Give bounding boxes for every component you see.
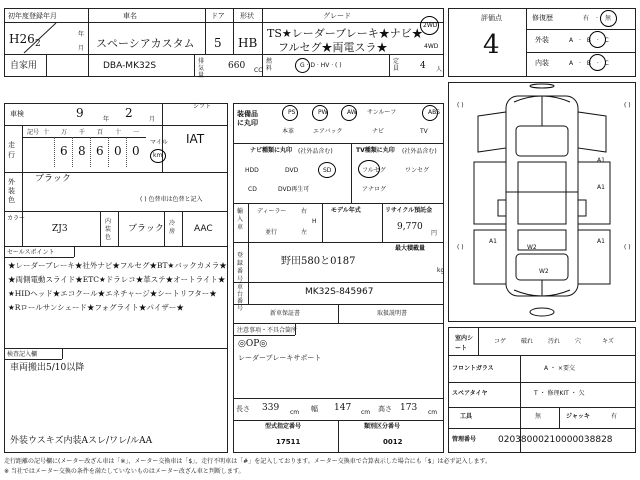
load-unit: kg [437, 267, 445, 274]
exterior-grade: A · B · C [569, 37, 611, 44]
reg-era: H26 [9, 32, 35, 46]
bottom-note: 外装ウスキズ内装Aスレ/ワレ/ルAA [10, 436, 153, 446]
odometer-digit-head: 一 [133, 129, 140, 136]
selling-point-line: ★レーダーブレーキ★社外ナビ★フルセグ★BT★バックカメラ★ [8, 261, 227, 270]
exterior-color: ブラック [35, 174, 71, 184]
recycle-value: 9,770 [397, 222, 423, 232]
class-value: 0012 [383, 438, 403, 446]
import-right: 右 [301, 208, 308, 215]
footer-line2: ※ 当社ではメーター交換の条件を満たしていないものはメーター改ざん車と判断します。 [4, 468, 245, 475]
equipment-item: ABS [428, 109, 440, 116]
odometer-digit: 0 [114, 144, 122, 158]
tv-option: フルセグ [362, 167, 386, 174]
footer-line1: 走行距離の記号欄に(メーター改ざん車は「※」、メーター交換車は「$」、走行不明車は「#」を記入しております。メーター交換車で合算表示した場合にも「$」は必ず記入します。 [4, 458, 492, 465]
equipment-item: TV [420, 128, 428, 135]
new-warranty: 新車保証書 [270, 310, 301, 317]
mgmt-label: 管理番号 [452, 436, 477, 443]
ac-label: 冷房 [169, 220, 176, 235]
equipment-label: 装備品に丸印 [237, 110, 258, 127]
load-label: 最大積載量 [395, 245, 426, 252]
length-label: 長さ [236, 405, 250, 413]
plate-label: 登録番号 [237, 252, 244, 283]
fuel-options: G · D · HV · ( ) [300, 62, 342, 69]
notes-label: 注意事項・不具合箇所 [237, 327, 298, 334]
color-code-label: カラー [7, 215, 26, 222]
model-name-label: 車名 [123, 12, 137, 20]
diagram-mark: A1 [597, 184, 605, 191]
height-label: 高さ [378, 405, 392, 413]
fuel-label: 燃料 [266, 58, 273, 72]
mileage-label: 走行 [8, 141, 15, 159]
tv-option: アナログ [362, 186, 387, 193]
repair-label: 修復歴 [532, 14, 553, 22]
interior-seat-item: 穴 [575, 338, 582, 345]
import-dealer: ディーラー [257, 208, 287, 215]
tools-value: 無 [535, 413, 542, 420]
height-unit: cm [428, 409, 438, 416]
exterior-color-label: 外装色 [8, 178, 15, 204]
diagram-mark: A1 [489, 238, 497, 245]
odometer-digit: 6 [96, 144, 104, 158]
inspection-month: 2 [125, 106, 133, 120]
type-auth-label: 型式指定番号 [265, 423, 302, 430]
navi-option: DVD再生可 [278, 186, 310, 193]
interior-seat-item: コゲ [494, 338, 507, 345]
interior-color-label: 内装色 [105, 218, 112, 241]
repair-no: 無 [605, 15, 612, 22]
exterior-color-note: ( ) 色替車は色替と記入 [140, 196, 203, 203]
type-auth: 17511 [276, 438, 301, 446]
selling-point-line: ★両側電動スライド★ETC★ドラレコ★革ステ★オートライト★ [8, 275, 226, 284]
notes-line2: レーダーブレーキサポート [238, 354, 322, 362]
diagram-paren: ( ) [624, 102, 631, 109]
body-label: 形状 [240, 12, 254, 20]
equipment-item: エアバック [313, 128, 343, 135]
diagram-paren: ( ) [457, 102, 464, 109]
import-label: 輸入車 [237, 208, 244, 231]
tv-label: TV種類に丸印 [356, 147, 395, 154]
selling-points-label: セールスポイント [7, 249, 55, 256]
tv-sub: (社外品含む) [402, 148, 437, 155]
grade-label: グレード [323, 12, 351, 20]
spare-label: スペアタイヤ [452, 390, 488, 397]
tools-label: 工具 [460, 413, 473, 420]
interior-seat-item: 破れ [521, 338, 534, 345]
windshield-value: A ・ ×要交 [544, 365, 575, 372]
selling-point-line: ★Rロールサンシェード★フォグライト★パイザー★ [8, 303, 184, 312]
displacement: 660 [228, 61, 246, 71]
inspector-notes: 車両搬出5/10以降 [10, 363, 85, 373]
diagram-mark: W2 [527, 244, 537, 251]
middle-block [233, 103, 444, 453]
odometer-digit-head: 万 [61, 129, 68, 136]
odometer-digit-head: 百 [97, 129, 104, 136]
score-label: 評価点 [481, 14, 502, 22]
diagram-paren: ( ) [624, 244, 631, 251]
shift-value: IAT [186, 132, 205, 146]
capacity-label: 定員 [393, 58, 400, 72]
grade-line2: フルセグ★両電スラ★ [278, 41, 388, 54]
capacity: 4 [420, 61, 426, 71]
width-unit: cm [361, 409, 371, 416]
plate-value: 野田580と0187 [281, 256, 356, 267]
equipment-item: PW [318, 109, 328, 116]
height: 173 [400, 403, 418, 413]
interior-grade-label: 内装 [535, 59, 549, 67]
interior-seat-label: 室内シート [455, 335, 474, 352]
auction-sheet: 初年度登録年月 車名 ドア 形状 グレード H26 年 2 月 スペーシアカスタム 5 HB TS★レーダーブレーキ★ナビ★ フルセグ★両電スラ★ 2WD 4WD 自家用 DBA-MK32S 排気量 660 CC 燃料 G · D · HV · ( ) 定員 4 人 車検 9 年 2 月 シフト IAT 走行 記号 十 万 6 千 8 百 6 十 0 一 0 マイル km 外装色 ブラック ( ) 色替車は色替と記入 カラー ZJ3 内装色 ブラック 冷房 AAC セールスポイント ★レーダーブレーキ★社外ナビ★フルセグ★BT★バックカメラ★ ★両側電動スライド★ETC★ドラレコ★革ステ★オートライト★ ★HIDヘッド★エコクール★エネチャージ★シートリフター★ ★Rロールサンシェード★フォグライト★パイザー★ 検査記入欄 車両搬出5/10以降 外装ウスキズ内装Aスレ/ワレ/ルAA 装備品に丸印 PS PW AW サンルーフ ABS 本革 エアバック ナビ TV ナビ種類に丸印 (社外品含む) TV種類に丸印 (社外品含む) HDD DVD SD CD DVD再生可 ワンセグ フルセグ アナログ 輸入車 ディーラー 並行 右 左 H モデル年式 リサイクル預託金 9,770 円 登録番号 最大積載量 野田580と0187 kg 車台番号 MK32S-845967 新車保証書 取扱説明書 注意事項・不具合箇所 ◎OP◎ レーダーブレーキサポート 長さ 339 cm 幅 147 cm 高さ 173 cm 型式指定番号 17511 類別区分番号 0012 評価点 4 修復歴 有 · 無 外装 A · B · C 内装 A · B · C A1 A1 A1 A1 W2 W2 ( ) ( ) ( ) ( ) 室内シート コゲ 破れ 汚れ 穴 キズ フロントガラス A ・ ×要交 スペアタイヤ T ・ 修理KIT ・ 欠 工具 無 ジャッキ 有 管理番号 020380002100000388​28 走行距離の記号欄に(メーター改ざん車は「※」、メーター交換車は「$」、走行不明車は「#」を記入しております。メーター交換車で合算表示した場合にも「$」は必ず記入します。 ※ 当社ではメーター交換の条件を満たしていないものはメーター改ざん車と判断します。 [0, 0, 640, 480]
door-label: ドア [211, 12, 225, 20]
mgmt-value: 020380002100000388​28 [498, 435, 613, 445]
inspection-year: 9 [76, 106, 84, 120]
use-type: 自家用 [10, 61, 38, 71]
diagram-mark: A1 [597, 238, 605, 245]
model-name: スペーシアカスタム [96, 37, 195, 50]
body-type: HB [238, 36, 258, 50]
reg-month-unit: 月 [78, 45, 85, 52]
equipment-item: AW [347, 109, 357, 116]
diagram-mark: W2 [539, 268, 549, 275]
displacement-label: 排気量 [198, 58, 205, 79]
chassis-value: MK32S-845967 [305, 287, 374, 297]
mileage-unit: km [153, 152, 163, 159]
car-diagram [448, 82, 636, 322]
mileage-record-label: 記号 [27, 129, 40, 136]
interior-seat-item: キズ [602, 338, 614, 345]
diagram-paren: ( ) [457, 244, 464, 251]
diagram-mark: A1 [597, 157, 605, 164]
import-hand: H [312, 218, 317, 225]
mile-label: マイル [150, 139, 168, 146]
import-left: 左 [301, 229, 308, 236]
odometer-digit-head: 十 [115, 129, 122, 136]
import-parallel: 並行 [265, 229, 278, 236]
ac-value: AAC [194, 224, 213, 234]
grade-line1: TS★レーダーブレーキ★ナビ★ [267, 27, 423, 40]
inspector-notes-label: 検査記入欄 [7, 351, 38, 358]
odometer-digit-head: 十 [43, 129, 50, 136]
displacement-unit: CC [254, 67, 263, 74]
length: 339 [262, 403, 280, 413]
navi-option: HDD [245, 167, 259, 174]
reg-year-unit: 年 [78, 31, 85, 38]
length-unit: cm [290, 409, 300, 416]
equipment-item: PS [288, 109, 296, 116]
drive-2wd: 2WD [423, 22, 438, 29]
navi-sub: (社外品含む) [298, 148, 333, 155]
inspection-year-unit: 年 [103, 116, 110, 123]
doors: 5 [214, 36, 222, 50]
interior-grade: A · B · C [569, 60, 611, 67]
spare-value: T ・ 修理KIT ・ 欠 [534, 390, 585, 397]
navi-option: SD [323, 167, 332, 174]
odometer-digit-head: 千 [79, 129, 86, 136]
odometer-digit: 0 [132, 144, 140, 158]
model-code: DBA-MK32S [103, 61, 157, 71]
interior-color: ブラック [128, 224, 164, 234]
equipment-item: サンルーフ [367, 109, 397, 116]
inspection-month-unit: 月 [149, 116, 156, 123]
navi-option: DVD [285, 167, 299, 174]
recycle-unit: 円 [431, 230, 438, 237]
jack-value: 有 [611, 413, 618, 420]
score: 4 [483, 30, 500, 60]
model-year-label: モデル年式 [331, 207, 361, 214]
reg-date-slash [4, 22, 88, 54]
odometer-digit: 8 [78, 144, 86, 158]
chassis-label: 車台番号 [237, 284, 244, 312]
width-label: 幅 [311, 405, 318, 413]
notes-line1: ◎OP◎ [238, 339, 268, 349]
tv-option: ワンセグ [405, 167, 430, 174]
reg-date-label: 初年度登録年月 [8, 12, 57, 20]
capacity-unit: 人 [436, 66, 443, 73]
width: 147 [334, 403, 352, 413]
interior-seat-item: 汚れ [548, 338, 561, 345]
equipment-item: 本革 [282, 128, 295, 135]
windshield-label: フロントガラス [452, 365, 494, 372]
color-code: ZJ3 [52, 224, 68, 234]
jack-label: ジャッキ [566, 413, 590, 420]
recycle-label: リサイクル預託金 [385, 207, 433, 214]
reg-month: 2 [35, 39, 41, 49]
class-label: 類別区分番号 [364, 423, 401, 430]
manual: 取扱説明書 [377, 310, 408, 317]
shift-label: シフト [193, 103, 212, 110]
selling-point-line: ★HIDヘッド★エコクール★エネチャージ★シートリフター★ [8, 289, 217, 298]
exterior-grade-label: 外装 [535, 36, 549, 44]
navi-option: CD [248, 186, 257, 193]
inspection-label: 車検 [10, 110, 24, 118]
navi-label: ナビ種類に丸印 [250, 147, 293, 154]
drive-4wd: 4WD [424, 43, 439, 50]
equipment-item: ナビ [372, 128, 385, 135]
odometer-digit: 6 [60, 144, 68, 158]
repair-yes: 有 [583, 15, 590, 22]
